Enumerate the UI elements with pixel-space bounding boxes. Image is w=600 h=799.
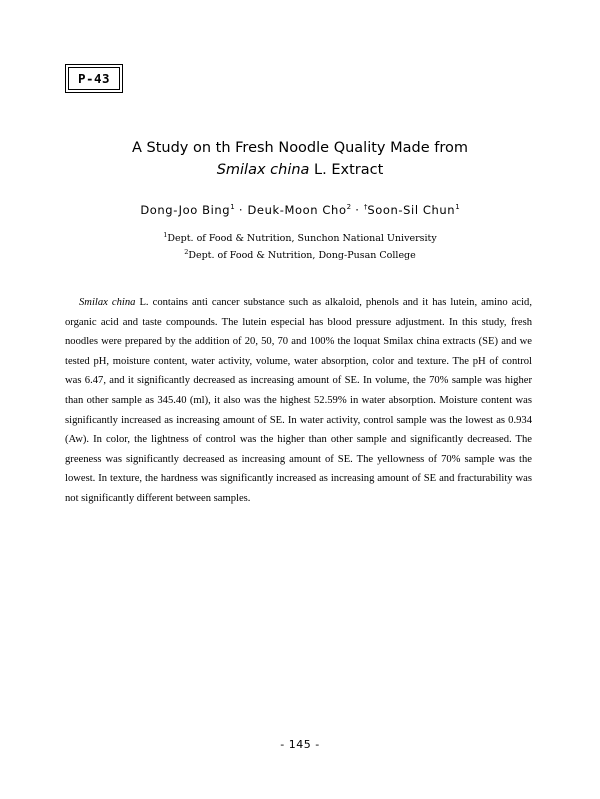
corresponding-author-mark: † bbox=[363, 203, 368, 212]
affiliation-2 bbox=[0, 246, 600, 263]
author-2-affil-mark: 2 bbox=[346, 203, 352, 212]
abstract-paragraph bbox=[65, 293, 532, 509]
author-3-affil-mark: 1 bbox=[455, 203, 460, 212]
author-3-name: Soon-Sil Chun bbox=[367, 203, 456, 217]
title-line-2 bbox=[0, 159, 600, 181]
affiliation-1-text: Dept. of Food & Nutrition, Sunchon National University bbox=[167, 233, 437, 245]
affiliation-1-mark: 1 bbox=[163, 231, 168, 239]
title-line-2-rest: L. Extract bbox=[309, 162, 384, 178]
title-line-1: A Study on th Fresh Noodle Quality Made from bbox=[131, 140, 468, 156]
paper-title bbox=[0, 137, 600, 181]
author-1-affil-mark: 1 bbox=[230, 203, 235, 212]
abstract-species-name: Smilax china bbox=[79, 297, 136, 308]
poster-number-box bbox=[65, 64, 123, 93]
abstract bbox=[65, 293, 532, 509]
affiliation-2-mark: 2 bbox=[184, 247, 189, 256]
affiliation-list bbox=[0, 229, 600, 262]
page-number: - 145 - bbox=[280, 738, 320, 751]
author-separator: · bbox=[351, 203, 364, 217]
affiliation-2-text: Dept. of Food & Nutrition, Dong-Pusan College bbox=[188, 249, 416, 261]
abstract-body: L. contains anti cancer substance such as alkaloid, phenols and it has lutein, amino acid, organic acid and taste compounds. The lutein especial has blood pressure adjustment. In this study, fresh noodles were prepared by the addition of 20, 50, 70 and 100% the loquat Smilax china extracts (SE) and we tested pH, moisture content, water activity, volume, water absorption, color and texture. The pH of control was 6.47, and it significantly decreased as increasing amount of SE. In volume, the 70% sample was higher than other sample as 345.40 (ml), it also was the highest 52.59% in water absorption. Moisture content was significantly increased as increasing amount of SE. In water activity, control sample was the lowest as 0.934 (Aw). In color, the lightness of control was the higher than other sample and significantly decreased. The greeness was significantly decreased as increasing amount of SE. The yellowness of 70% sample was the lowest. In texture, the hardness was significantly increased as increasing amount of SE and fracturability was not significantly different between samples. bbox=[65, 297, 532, 504]
author-list bbox=[0, 203, 600, 217]
poster-number: P-43 bbox=[68, 67, 120, 90]
author-2-name: Deuk-Moon Cho bbox=[247, 203, 347, 217]
affiliation-1 bbox=[0, 229, 600, 246]
author-separator: · bbox=[234, 203, 248, 217]
author-1-name: Dong-Joo Bing bbox=[140, 203, 231, 217]
title-species-name: Smilax china bbox=[216, 162, 310, 178]
